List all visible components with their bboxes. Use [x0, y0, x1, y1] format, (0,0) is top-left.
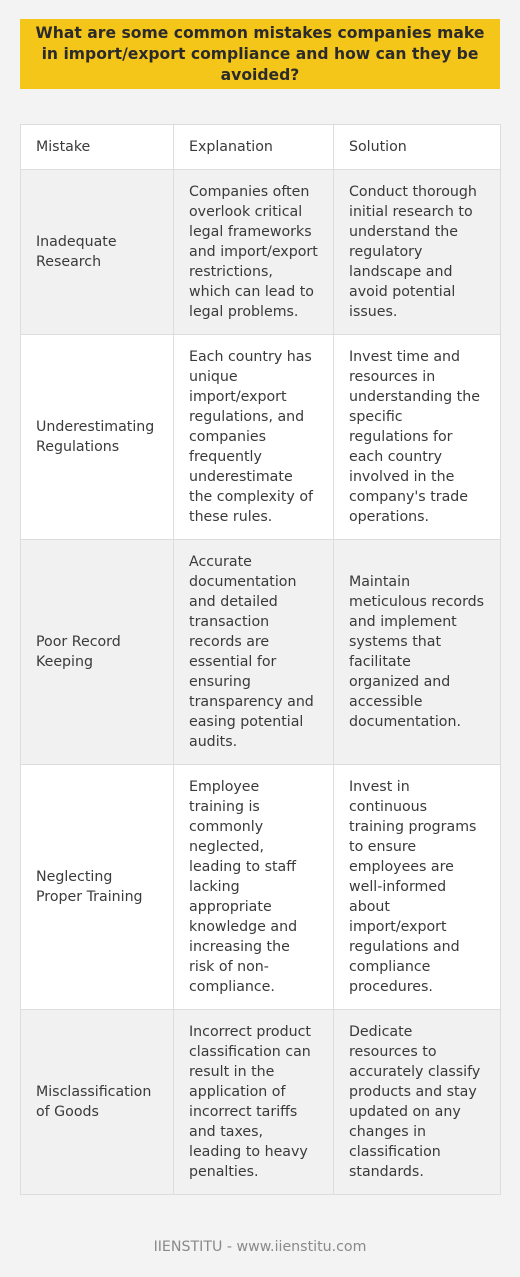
header-explanation: Explanation: [174, 125, 334, 170]
footer-source: IIENSTITU - www.iienstitu.com: [153, 1239, 367, 1255]
mistake-cell: Misclassification of Goods: [21, 1010, 174, 1195]
table-row: [21, 170, 501, 335]
mistake-cell: Inadequate Research: [21, 170, 174, 335]
table-row: [21, 1010, 501, 1195]
explanation-cell: Companies often overlook critical legal frameworks and import/export restrictions, which can lead to legal problems.: [174, 170, 334, 335]
explanation-cell: Incorrect product classification can result in the application of incorrect tariffs and taxes, leading to heavy penalties.: [174, 1010, 334, 1195]
solution-cell: Invest in continuous training programs to ensure employees are well-informed about import/export regulations and compliance procedures.: [334, 765, 501, 1010]
header-mistake: Mistake: [21, 125, 174, 170]
explanation-cell: Employee training is commonly neglected, leading to staff lacking appropriate knowledge and increasing the risk of non-compliance.: [174, 765, 334, 1010]
header-solution: Solution: [334, 125, 501, 170]
solution-cell: Invest time and resources in understanding the specific regulations for each country involved in the company's trade operations.: [334, 335, 501, 540]
title-banner: [20, 19, 500, 89]
mistake-cell: Poor Record Keeping: [21, 540, 174, 765]
mistake-cell: Neglecting Proper Training: [21, 765, 174, 1010]
explanation-cell: Accurate documentation and detailed transaction records are essential for ensuring transparency and easing potential audits.: [174, 540, 334, 765]
table-row: [21, 335, 501, 540]
page-title: What are some common mistakes companies make in import/export compliance and how can they be avoided?: [35, 23, 485, 84]
mistake-cell: Underestimating Regulations: [21, 335, 174, 540]
table-row: [21, 765, 501, 1010]
compliance-table: [20, 124, 501, 1195]
table-row: [21, 540, 501, 765]
solution-cell: Maintain meticulous records and implement systems that facilitate organized and accessible documentation.: [334, 540, 501, 765]
solution-cell: Conduct thorough initial research to understand the regulatory landscape and avoid potential issues.: [334, 170, 501, 335]
explanation-cell: Each country has unique import/export regulations, and companies frequently underestimate the complexity of these rules.: [174, 335, 334, 540]
solution-cell: Dedicate resources to accurately classify products and stay updated on any changes in classification standards.: [334, 1010, 501, 1195]
table-header-row: [21, 125, 501, 170]
